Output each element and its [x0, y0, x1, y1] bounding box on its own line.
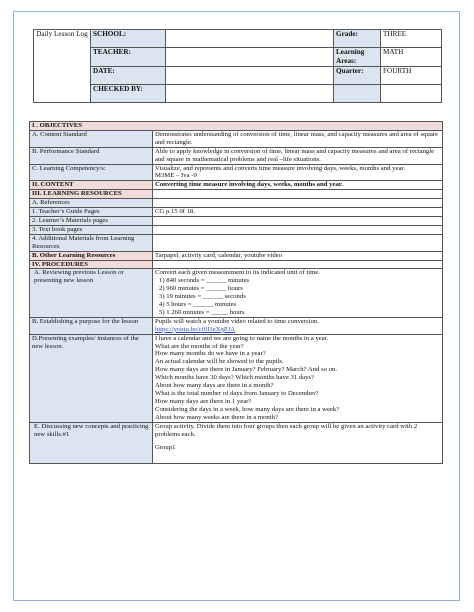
- blank-value: [381, 85, 442, 103]
- date-value[interactable]: [166, 67, 334, 85]
- example-line: How many months do we have in a year?: [155, 350, 266, 358]
- textbook-pages-label: 3. Text book pages: [30, 225, 153, 234]
- grade-label: Grade:: [334, 30, 381, 48]
- learning-competency-code: M3ME – Iva -9: [155, 172, 197, 180]
- review-item: 5) 1 260 minutes = _____ hours: [159, 308, 245, 316]
- content-standard-text: Demonstrates understanding of conversion of time, linear mass, and capacity measures and area of square and rectangle.: [153, 130, 443, 147]
- example-line: What are the months of the year?: [155, 342, 244, 350]
- checked-by-value[interactable]: [166, 85, 334, 103]
- example-line: I have a calendar and we are going to name the months in a year.: [155, 334, 329, 342]
- school-label: SCHOOL:: [91, 30, 166, 48]
- reviewing-lesson-cell: [153, 269, 443, 317]
- discussing-concepts-label: E. Discussing new concepts and practicing new skills.#1: [30, 422, 153, 463]
- additional-materials-label: 4. Additional Materials from Learning Resources: [30, 234, 153, 251]
- discussing-concepts-text: Group activity. Divide them into four groups then each group will be given an activity card with 2 problems each.: [155, 422, 418, 438]
- teacher-value[interactable]: [166, 48, 334, 67]
- performance-standard-label: B. Performance Standard: [30, 147, 153, 164]
- review-item: 2) 960 minutes = ______ hours: [159, 285, 243, 293]
- procedures-heading: IV. PROCEDURES: [30, 260, 153, 269]
- reviewing-lesson-label: A. Reviewing previous Lesson or presenting new lesson: [30, 269, 153, 317]
- reviewing-intro: Convert each given measurement to its indicated unit of time.: [155, 269, 320, 277]
- example-line: Considering the days in a week, how many days are there in a week?: [155, 405, 340, 413]
- performance-standard-text: Able to apply knowledge in conversion of time, linear mass and capacity measures and area of rectangle and square in mathematical problems and real –life situations.: [153, 147, 443, 164]
- review-item: 1) 840 seconds = ______ minutes: [159, 277, 250, 285]
- quarter-value[interactable]: FOURTH: [381, 67, 442, 85]
- checked-by-label: CHECKED BY:: [91, 85, 166, 103]
- review-item: 3) 19 minutes = ______ seconds: [159, 293, 246, 301]
- content-standard-label: A. Content Standard: [30, 130, 153, 147]
- teachers-guide-value: CG p.15 0f 18.: [153, 208, 443, 217]
- quarter-label: Quarter:: [334, 67, 381, 85]
- learning-competency-label: C. Learning Competency/s:: [30, 164, 153, 181]
- school-value[interactable]: [166, 30, 334, 48]
- example-line: An actual calendar will be showed to the pupils.: [155, 358, 284, 366]
- learning-competency-text: Visualize, and represents and converts time measure involving days, weeks, months and year.: [155, 164, 405, 172]
- other-resources-label: B. Other Learning Resources: [30, 251, 153, 260]
- lesson-table: [29, 121, 443, 464]
- log-title: Daily Lesson Log: [34, 30, 91, 103]
- references-label: A. References: [30, 199, 153, 208]
- teacher-label: TEACHER:: [91, 48, 166, 67]
- learning-competency-cell: [153, 164, 443, 181]
- youtube-link[interactable]: https://youtu.be/cf0I1eXqPJA: [155, 325, 236, 333]
- presenting-examples-label: D.Presenting examples/ instances of the new lesson.: [30, 334, 153, 422]
- content-text: Converting time measure involving days, weeks, months and year.: [153, 181, 443, 190]
- establishing-purpose-cell: [153, 317, 443, 334]
- example-line: What is the total number of days from January to December?: [155, 390, 319, 397]
- example-line: About how many weeks are there in a month?: [155, 413, 278, 421]
- learners-materials-label: 2. Learner’s Materials pages: [30, 216, 153, 225]
- teachers-guide-label: 1. Teacher’s Guide Pages: [30, 208, 153, 217]
- example-line: Which months have 30 days? Which months have 31 days?: [155, 374, 315, 382]
- example-line: How many days are there in January? February? March? And so on.: [155, 366, 337, 374]
- presenting-examples-cell: [153, 334, 443, 422]
- learning-resources-heading: III. LEARNING RESOURCES: [30, 190, 153, 199]
- date-label: DATE:: [91, 67, 166, 85]
- learning-areas-value[interactable]: MATH: [381, 48, 442, 67]
- grade-value[interactable]: THREE: [381, 30, 442, 48]
- blank-label: [334, 85, 381, 103]
- review-item: 4) 5 hours = ______ minutes: [159, 301, 237, 309]
- establishing-purpose-text: Pupils will watch a youtube video related to time conversion.: [155, 317, 319, 325]
- content-heading: II. CONTENT: [30, 181, 153, 190]
- group-label: Group1: [155, 444, 176, 452]
- discussing-concepts-cell: [153, 422, 443, 463]
- example-line: About how many days are there in a month?: [155, 382, 274, 390]
- other-resources-value: Tarpapel, activity card, calendar, youtube video: [153, 251, 443, 260]
- header-table: [33, 29, 442, 103]
- establishing-purpose-label: B. Establishing a purpose for the lesson: [30, 317, 153, 334]
- objectives-heading: I . OBJECTIVES: [30, 122, 443, 131]
- example-line: How many days are there in 1 year?: [155, 397, 252, 405]
- learning-areas-label: Learning Areas:: [334, 48, 381, 67]
